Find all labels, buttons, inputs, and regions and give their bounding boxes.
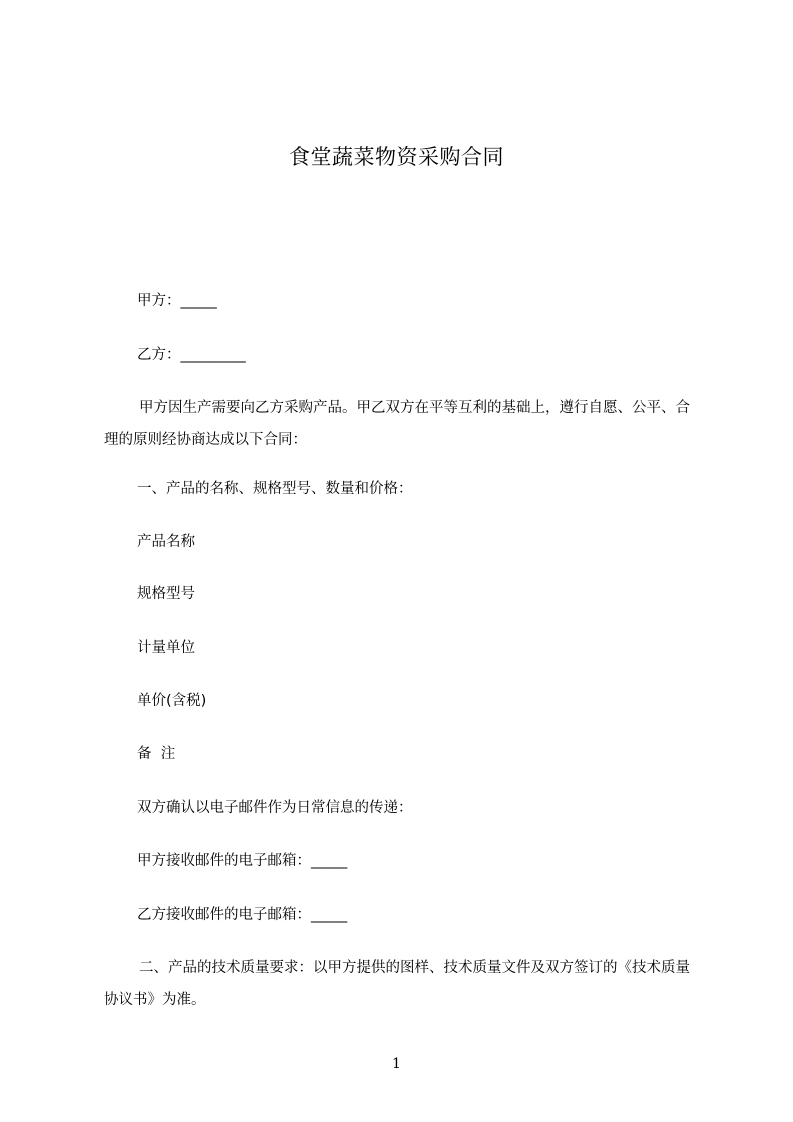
document-title: 食堂蔬菜物资采购合同 <box>289 145 504 169</box>
field-remarks: 备 注 <box>137 746 176 762</box>
field-unit: 计量单位 <box>137 640 195 656</box>
party-a-line: 甲方：_____ <box>137 293 217 309</box>
party-b-email: 乙方接收邮件的电子邮箱：_____ <box>137 907 348 923</box>
field-unit-price: 单价(含税) <box>137 693 207 709</box>
party-b-line: 乙方：_________ <box>137 347 246 363</box>
intro-paragraph: 甲方因生产需要向乙方采购产品。甲乙双方在平等互利的基础上，遵行自愿、公平、合理的原则经协商达成以下合同： <box>104 400 690 448</box>
party-a-email: 甲方接收邮件的电子邮箱：_____ <box>137 853 348 869</box>
field-product-name: 产品名称 <box>137 534 195 550</box>
field-spec-model: 规格型号 <box>137 586 195 602</box>
section-1-heading: 一、产品的名称、规格型号、数量和价格： <box>137 481 413 497</box>
section-2-paragraph: 二、产品的技术质量要求：以甲方提供的图样、技术质量文件及双方签订的《技术质量协议书》为准。 <box>104 960 690 1008</box>
page-number: 1 <box>392 1056 401 1072</box>
email-intro: 双方确认以电子邮件作为日常信息的传递： <box>137 800 413 816</box>
